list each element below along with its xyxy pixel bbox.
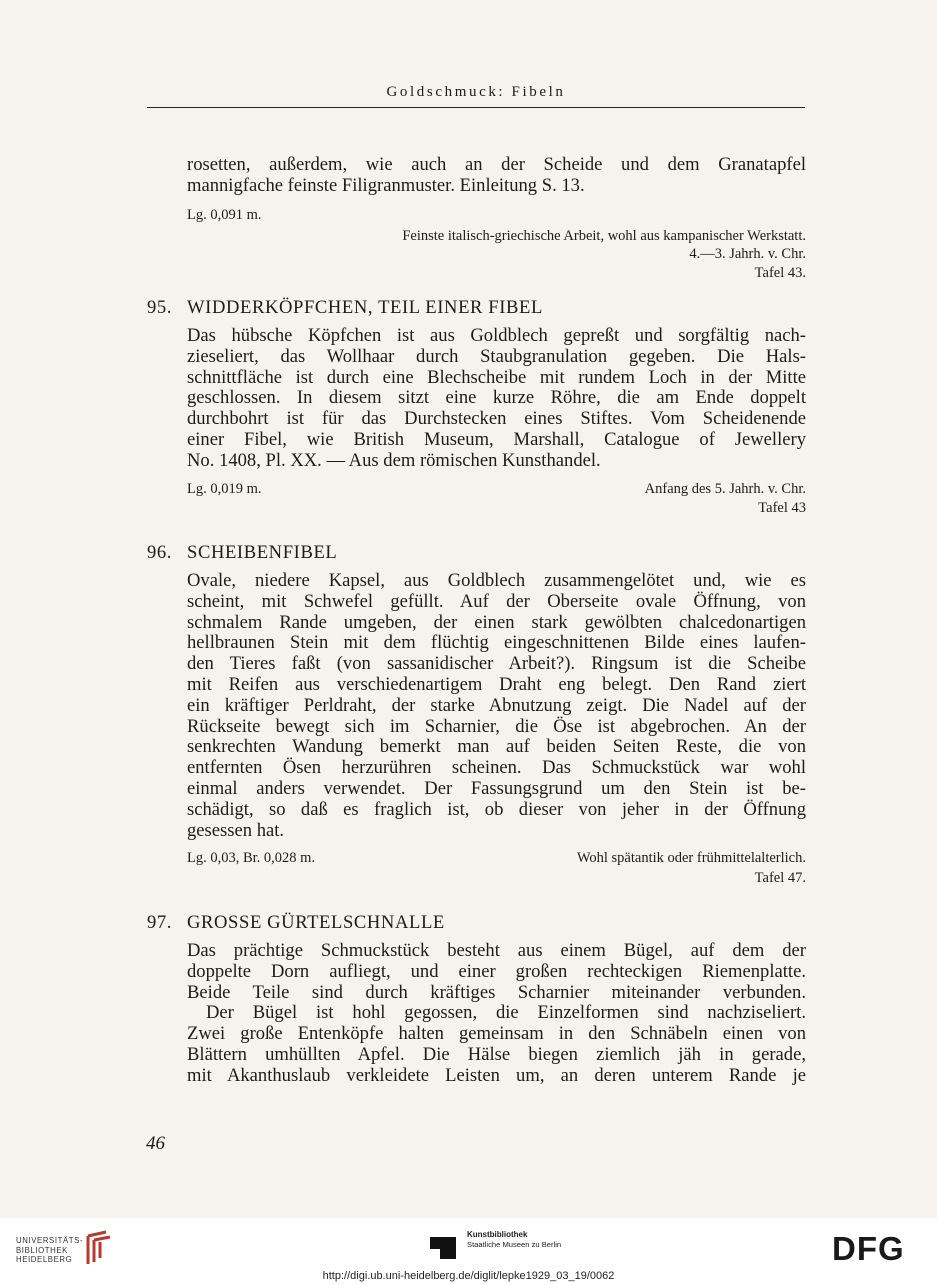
- entry-number: 97.: [147, 912, 173, 933]
- entry-number: 95.: [147, 297, 173, 318]
- text-line: Zwei große Entenköpfe halten gemeinsam in den Schnäbeln einen von: [187, 1023, 806, 1045]
- text-line: zieseliert, das Wollhaar durch Staubgranulation gegeben. Die Hals-: [187, 345, 806, 367]
- size-note: Lg. 0,03, Br. 0,028 m.: [187, 850, 316, 866]
- entry-text: [187, 941, 806, 1087]
- entry-heading: [147, 912, 445, 934]
- continuation-text: [187, 155, 806, 197]
- text-line: Das hübsche Köpfchen ist aus Goldblech gepreßt und sorgfältig nach-: [187, 325, 806, 346]
- kb-title: Kunstbibliothek: [467, 1230, 528, 1239]
- dfg-logo[interactable]: DFG: [832, 1230, 905, 1267]
- text-line: Rückseite bewegt sich im Scharnier, die Öse ist abgebrochen. An der: [187, 715, 806, 737]
- text-line: einer Fibel, wie British Museum, Marshall, Catalogue of Jewellery: [187, 428, 806, 450]
- footer-bar: [0, 1218, 937, 1285]
- text-line: scheint, mit Schwefel gefüllt. Auf der Oberseite ovale Öffnung, von: [187, 590, 806, 612]
- university-library-label[interactable]: [16, 1236, 83, 1265]
- text-line: Das prächtige Schmuckstück besteht aus einem Bügel, auf dem der: [187, 940, 806, 961]
- text-line: Ovale, niedere Kapsel, aus Goldblech zusammengelötet und, wie es: [187, 570, 806, 591]
- entry-title: WIDDERKÖPFCHEN, TEIL EINER FIBEL: [187, 297, 543, 318]
- text-line: geschlossen. In diesem sitzt eine kurze Röhre, die am Ende doppelt: [187, 387, 806, 409]
- text-line: durchbohrt ist für das Durchstecken eines Stiftes. Vom Scheidenende: [187, 408, 806, 430]
- text-line: mit Akanthuslaub verkleidete Leisten um, an deren unterem Rande je: [187, 1064, 806, 1086]
- entry-text: [187, 571, 806, 841]
- source-url[interactable]: http://digi.ub.uni-heidelberg.de/diglit/lepke1929_03_19/0062: [322, 1270, 615, 1282]
- university-line: BIBLIOTHEK: [16, 1245, 68, 1255]
- running-head: Goldschmuck: Fibeln: [386, 84, 566, 100]
- text-line: mit Reifen aus verschiedenartigem Draht eng belegt. Den Rand ziert: [187, 673, 806, 695]
- kunstbibliothek-label[interactable]: [467, 1230, 561, 1250]
- plate-ref: Tafel 43: [758, 500, 806, 516]
- text-line: einmal anders verwendet. Der Fassungsgrund um den Stein ist be-: [187, 777, 806, 799]
- entry-text: [187, 326, 806, 472]
- text-line: Beide Teile sind durch kräftiges Scharnier miteinander verbunden.: [187, 981, 806, 1003]
- plate-ref: Tafel 43.: [754, 265, 806, 281]
- university-line: UNIVERSITÄTS-: [16, 1236, 84, 1245]
- plate-ref: Tafel 47.: [754, 870, 806, 886]
- entry-heading: [147, 297, 543, 319]
- kb-subtitle: Staatliche Museen zu Berlin: [467, 1240, 562, 1249]
- kunstbibliothek-logo-icon[interactable]: [428, 1231, 458, 1261]
- university-line: HEIDELBERG: [16, 1255, 73, 1264]
- text-line: schnittfläche ist durch eine Blechscheibe mit rundem Loch in der Mitte: [187, 366, 806, 388]
- entry-title: SCHEIBENFIBEL: [187, 542, 338, 563]
- date-note: Wohl spätantik oder frühmittelalterlich.: [576, 850, 806, 866]
- text-line: schädigt, so daß es fraglich ist, ob dieser von jeher in der Öffnung: [187, 798, 806, 820]
- text-line: hellbraunen Stein mit dem flüchtig eingeschnittenen Bilde eines laufen-: [187, 632, 806, 654]
- date-note: Anfang des 5. Jahrh. v. Chr.: [644, 481, 806, 497]
- page-number: 46: [146, 1133, 165, 1154]
- size-note: Lg. 0,019 m.: [187, 481, 262, 497]
- attribution-note: Feinste italisch-griechische Arbeit, wohl aus kampanischer Werkstatt.: [402, 228, 806, 244]
- text-line: den Tieres faßt (von sassanidischer Arbeit?). Ringsum ist die Scheibe: [187, 653, 806, 675]
- text-line: No. 1408, Pl. XX. — Aus dem römischen Kunsthandel.: [187, 449, 601, 471]
- text-line: entfernten Ösen herzurühren scheinen. Das Schmuckstück war wohl: [187, 757, 806, 779]
- text-line: gesessen hat.: [187, 819, 285, 841]
- entry-heading: [147, 542, 337, 564]
- university-logo-icon[interactable]: [84, 1228, 114, 1268]
- text-line: mannigfache feinste Filigranmuster. Einleitung S. 13.: [187, 174, 585, 196]
- text-line: schmalem Rande umgeben, der einen stark gewölbten chalcedonartigen: [187, 611, 806, 633]
- date-note: 4.—3. Jahrh. v. Chr.: [689, 246, 806, 262]
- entry-number: 96.: [147, 542, 173, 563]
- size-note: Lg. 0,091 m.: [187, 207, 262, 223]
- text-line: Der Bügel ist hohl gegossen, die Einzelformen sind nachziseliert.: [206, 1002, 806, 1024]
- entry-title: GROSSE GÜRTELSCHNALLE: [187, 912, 445, 933]
- text-line: ein kräftiger Perldraht, der starke Abnutzung zeigt. Die Nadel auf der: [187, 694, 806, 716]
- text-line: Blättern umhüllten Apfel. Die Hälse biegen ziemlich jäh in gerade,: [187, 1043, 806, 1065]
- text-line: rosetten, außerdem, wie auch an der Scheide und dem Granatapfel: [187, 154, 806, 175]
- text-line: doppelte Dorn aufliegt, und einer großen rechteckigen Riemenplatte.: [187, 960, 806, 982]
- header-rule: [147, 107, 805, 108]
- text-line: senkrechten Wandung bemerkt man auf beiden Seiten Reste, die von: [187, 736, 806, 758]
